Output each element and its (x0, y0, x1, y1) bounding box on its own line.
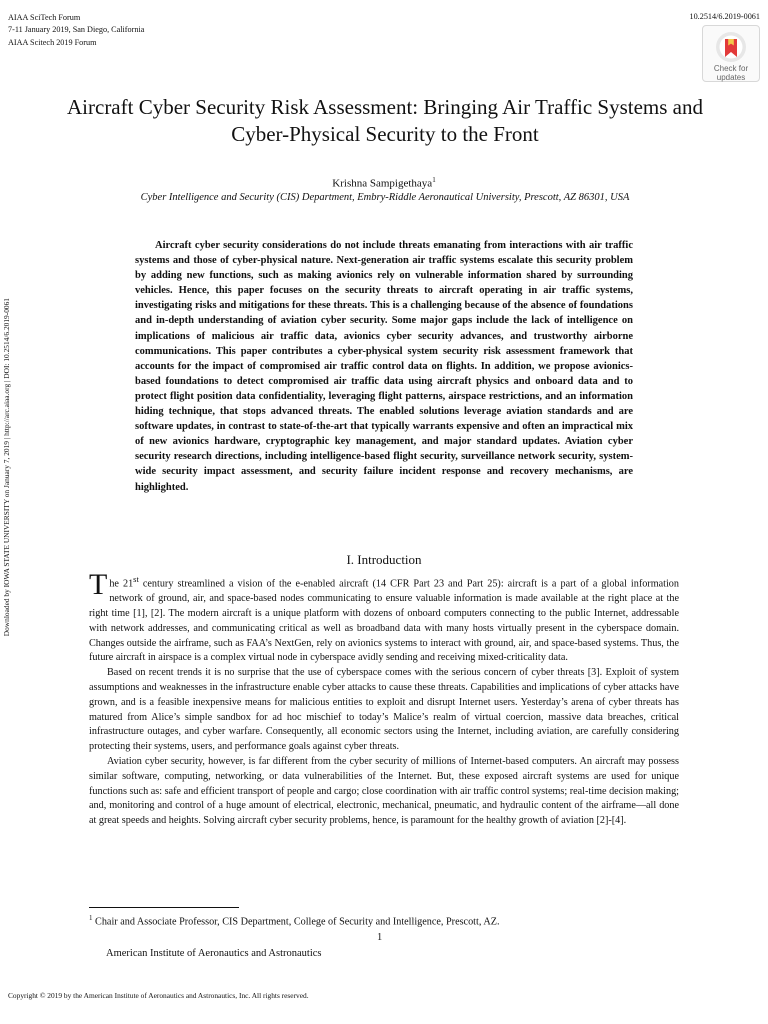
conference-name: AIAA SciTech Forum (8, 13, 81, 22)
footnote (89, 914, 689, 927)
conference-header (8, 12, 144, 49)
download-side-note: Downloaded by IOWA STATE UNIVERSITY on January 7, 2019 | http://arc.aiaa.org | DOI: 10.2514/6.2019-0061 (2, 298, 11, 637)
author-name: Krishna Sampigethaya (332, 177, 433, 190)
conference-forum: AIAA Scitech 2019 Forum (8, 37, 97, 47)
drop-cap: T (89, 568, 108, 601)
footnote-text: Chair and Associate Professor, CIS Department, College of Security and Intelligence, Prescott, AZ. (92, 916, 500, 928)
footnote-mark: 1 (89, 914, 93, 922)
check-for-updates-badge[interactable] (702, 25, 760, 82)
badge-label: Check for updates (713, 64, 749, 82)
introduction-paragraph-1: The 21st century streamlined a vision of the e-enabled aircraft (14 CFR Part 23 and Part 25): aircraft is a part of a global information network of ground, air, and space-based nodes communicating to ensure valuable information is made available at the right place at the right time [1], [2]. The modern aircraft is a unique platform with dozens of onboard computers connecting to the public Internet, addressable with network addresses, and communicating critical as well as broadband data with many hosts virtually present in the cyberspace domain. Changes outside the airframe, such as FAA’s NextGen, rely on avionics systems to interact with ground, air, and space-based systems. Thus, the future aircraft in airspace is a complex virtual node in cyberspace avidly sending and receiving mixed-criticality data. (89, 568, 679, 664)
conference-dates: 7-11 January 2019, San Diego, California (8, 25, 145, 35)
introduction-body (89, 568, 679, 829)
footnote-divider (89, 907, 239, 908)
author-line (0, 176, 768, 190)
author-affiliation: Cyber Intelligence and Security (CIS) Department, Embry-Riddle Aeronautical University, Prescott, AZ 86301, USA (140, 192, 630, 203)
doi-header[interactable]: 10.2514/6.2019-0061 (689, 12, 760, 21)
copyright-notice: Copyright © 2019 by the American Institute of Aeronautics and Astronautics, Inc. All rights reserved. (8, 991, 309, 1000)
page-number: 1 (377, 932, 383, 943)
paper-title: Aircraft Cyber Security Risk Assessment: Bringing Air Traffic Systems and Cyber-Physical Security to the Front (67, 95, 703, 146)
introduction-paragraph-3: Aviation cyber security, however, is far different from the cyber security of millions of Internet-based computers. An aircraft may possess similar software, computing, networking, or data vulnerabilities of the Internet. But, these exposed aircraft systems are used for unique functions such as: safe and efficient transport of people and cargo; close coordination with air traffic control systems; real-time decision making; and, monitoring and control of a huge amount of electrical, electronic, mechanical, pneumatic, and hydraulic content of the airframe—all done at great speeds and heights. Solving aircraft cyber security problems, hence, is paramount for the healthy growth of aviation [2]-[4]. (89, 755, 679, 827)
bookmark-ribbon-icon (715, 31, 747, 63)
introduction-paragraph-2: Based on recent trends it is no surprise that the use of cyberspace comes with the serious concern of cyber threats [3]. Exploit of system assumptions and weaknesses in the infrastructure enable cyber attacks to cause these threats. Capabilities and implications of cyber attacks have grown, and is a feasible inexpensive means for malicious entities to exploit and disrupt Internet users. Yesterday’s arena of cyber threats has matured from Alice’s simple sandbox for ad hoc mischief to today’s Malice’s realm of virtual coercion, massive data breaches, critical infrastructure outages, and cyber warfare. Consequently, all economic sectors using the Internet, including aviation, are carefully considering protecting their systems, users, and performance goals against cyber threats. (89, 667, 679, 753)
publisher-footer: American Institute of Aeronautics and Astronautics (106, 948, 322, 959)
section-heading-introduction: I. Introduction (346, 552, 422, 567)
abstract: Aircraft cyber security considerations do not include threats emanating from interactions with air traffic systems and those of cyber-physical nature. Next-generation air traffic systems escalate this security problem by adding new functions, such as making avionics rely on vulnerable information shared by surrounding vehicles. Hence, this paper focuses on the security threats to aircraft operating in air traffic systems, investigating risks and mitigations for these threats. This is a challenging because of the absence of foundations and in-depth understanding of aviation cyber security. Some major gaps include the lack of intelligence on implications of malicious air traffic data, avionics cyber security advances, and trustworthy airborne communications. This paper contributes a cyber-physical system security risk assessment framework that accounts for the impact of compromised air traffic control data on flights. In addition, we propose avionics-based foundations to detect compromised air traffic data using aircraft physics and onboard data and to protect flight position data confidentiality, leveraging flight patterns, airspace restrictions, and an information hiding technique, that stops advanced threats. The enabled solutions leverage aviation standards and are software updates, in contrast to state-of-the-art that typically warrants expensive and often an impractical mix of new avionics hardware, cryptographic key management, and major standard updates. Aviation cyber security research directions, including intelligence-based flight security, surveillance network security, system-wide security impact assessment, and security failure incident response and recovery mechanisms, are highlighted. (135, 240, 633, 493)
author-footnote-mark: 1 (432, 176, 436, 184)
